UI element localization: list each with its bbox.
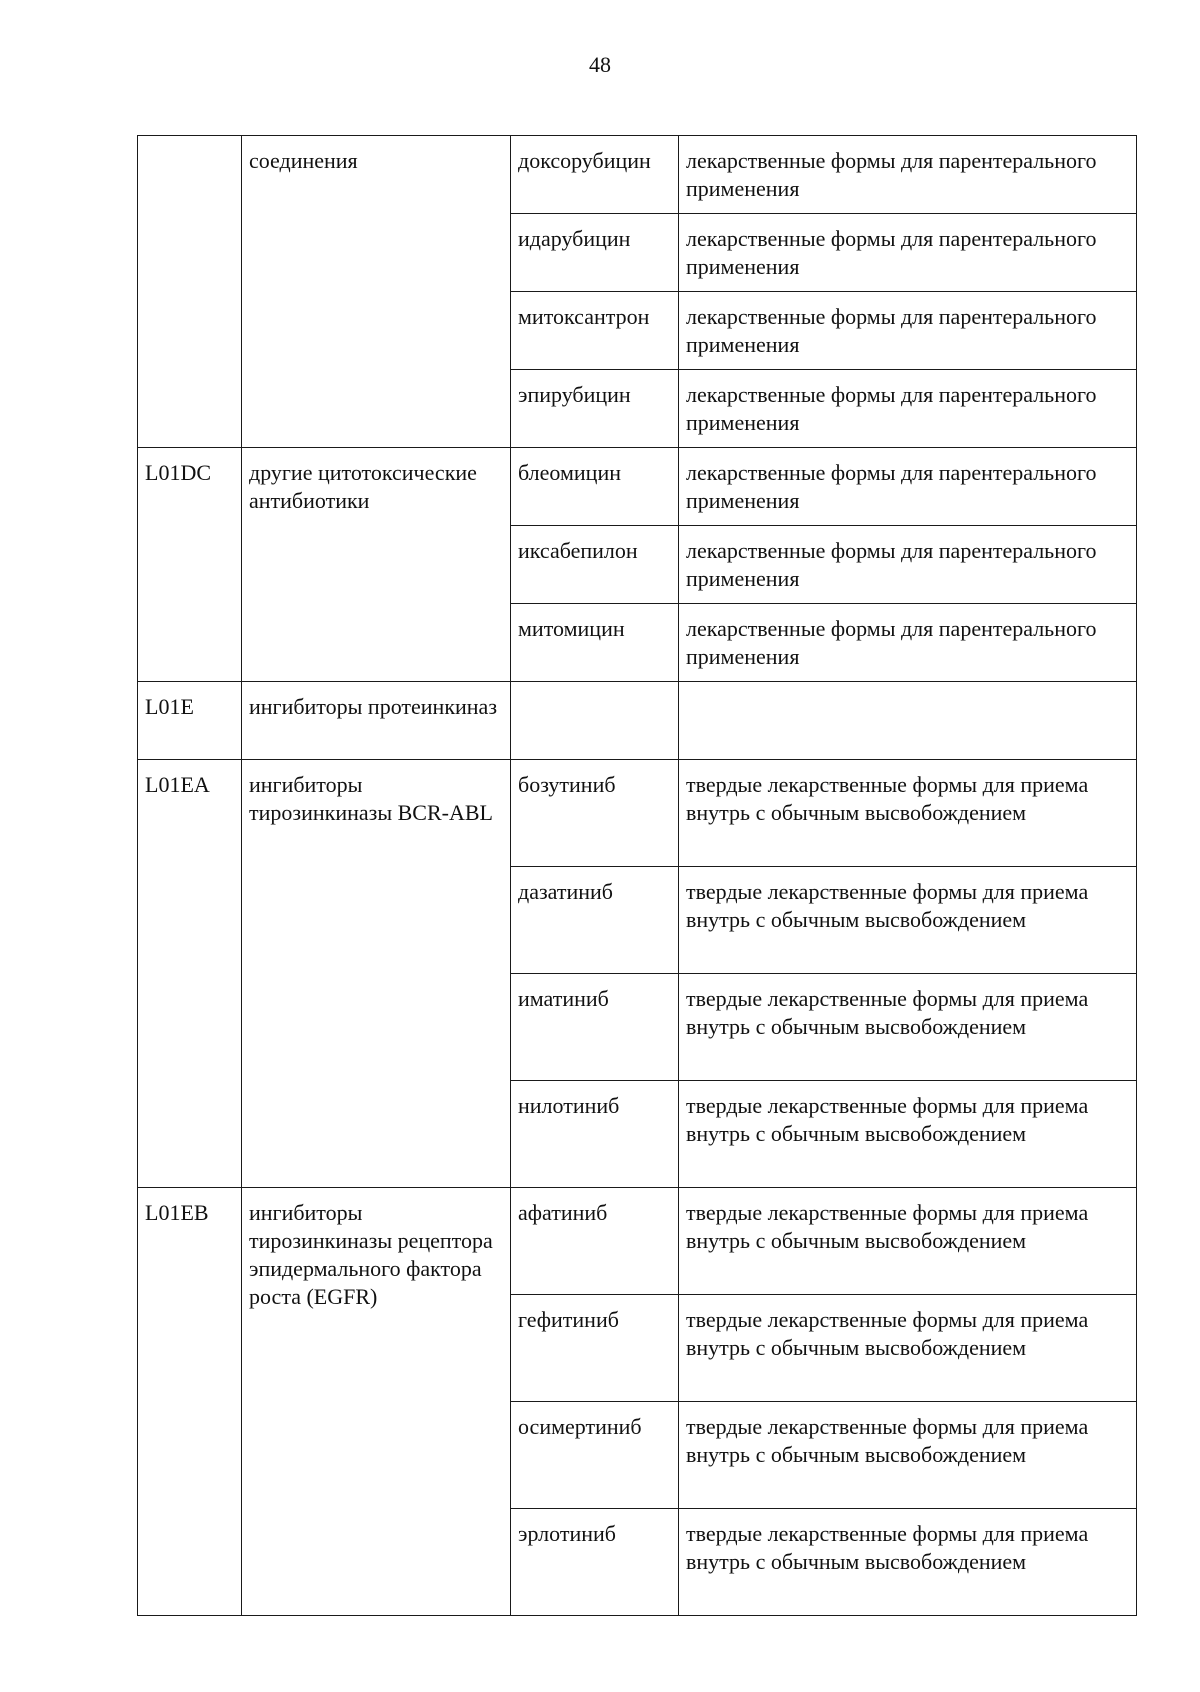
drug-name-cell: бозутиниб bbox=[511, 760, 679, 867]
dosage-form-cell: лекарственные формы для парентерального применения bbox=[679, 136, 1137, 214]
dosage-form-cell: лекарственные формы для парентерального применения bbox=[679, 214, 1137, 292]
drug-name-cell: митоксантрон bbox=[511, 292, 679, 370]
group-name-cell: другие цитотоксические антибиотики bbox=[242, 448, 511, 682]
atc-code-cell: L01E bbox=[138, 682, 242, 760]
drug-name-cell: иксабепилон bbox=[511, 526, 679, 604]
dosage-form-cell: лекарственные формы для парентерального применения bbox=[679, 604, 1137, 682]
atc-code-cell: L01EB bbox=[138, 1188, 242, 1616]
dosage-form-cell: твердые лекарственные формы для приема внутрь с обычным высвобождением bbox=[679, 867, 1137, 974]
atc-code-cell: L01DC bbox=[138, 448, 242, 682]
group-name-cell: ингибиторы тирозинкиназы рецептора эпидермального фактора роста (EGFR) bbox=[242, 1188, 511, 1616]
atc-code-cell: L01EA bbox=[138, 760, 242, 1188]
dosage-form-cell: твердые лекарственные формы для приема внутрь с обычным высвобождением bbox=[679, 1509, 1137, 1616]
drug-name-cell bbox=[511, 682, 679, 760]
table-row bbox=[138, 760, 1137, 867]
dosage-form-cell: твердые лекарственные формы для приема внутрь с обычным высвобождением bbox=[679, 1188, 1137, 1295]
table-row bbox=[138, 448, 1137, 526]
table-row bbox=[138, 682, 1137, 760]
dosage-form-cell: твердые лекарственные формы для приема внутрь с обычным высвобождением bbox=[679, 760, 1137, 867]
dosage-form-cell: твердые лекарственные формы для приема внутрь с обычным высвобождением bbox=[679, 1295, 1137, 1402]
group-name-cell: ингибиторы протеинкиназ bbox=[242, 682, 511, 760]
drug-name-cell: осимертиниб bbox=[511, 1402, 679, 1509]
page-number: 48 bbox=[589, 52, 611, 77]
dosage-form-cell bbox=[679, 682, 1137, 760]
dosage-form-cell: твердые лекарственные формы для приема внутрь с обычным высвобождением bbox=[679, 1402, 1137, 1509]
drug-table bbox=[137, 135, 1137, 1616]
dosage-form-cell: твердые лекарственные формы для приема внутрь с обычным высвобождением bbox=[679, 974, 1137, 1081]
group-name-cell: ингибиторы тирозинкиназы BCR-ABL bbox=[242, 760, 511, 1188]
drug-name-cell: дазатиниб bbox=[511, 867, 679, 974]
drug-name-cell: доксорубицин bbox=[511, 136, 679, 214]
drug-name-cell: афатиниб bbox=[511, 1188, 679, 1295]
atc-code-cell bbox=[138, 136, 242, 448]
drug-name-cell: эрлотиниб bbox=[511, 1509, 679, 1616]
drug-name-cell: гефитиниб bbox=[511, 1295, 679, 1402]
dosage-form-cell: лекарственные формы для парентерального применения bbox=[679, 526, 1137, 604]
drug-name-cell: митомицин bbox=[511, 604, 679, 682]
table-row bbox=[138, 136, 1137, 214]
dosage-form-cell: лекарственные формы для парентерального применения bbox=[679, 292, 1137, 370]
group-name-cell: соединения bbox=[242, 136, 511, 448]
drug-name-cell: блеомицин bbox=[511, 448, 679, 526]
drug-name-cell: идарубицин bbox=[511, 214, 679, 292]
drug-name-cell: эпирубицин bbox=[511, 370, 679, 448]
table-row bbox=[138, 1188, 1137, 1295]
drug-name-cell: нилотиниб bbox=[511, 1081, 679, 1188]
dosage-form-cell: лекарственные формы для парентерального применения bbox=[679, 370, 1137, 448]
drug-name-cell: иматиниб bbox=[511, 974, 679, 1081]
dosage-form-cell: твердые лекарственные формы для приема внутрь с обычным высвобождением bbox=[679, 1081, 1137, 1188]
dosage-form-cell: лекарственные формы для парентерального применения bbox=[679, 448, 1137, 526]
